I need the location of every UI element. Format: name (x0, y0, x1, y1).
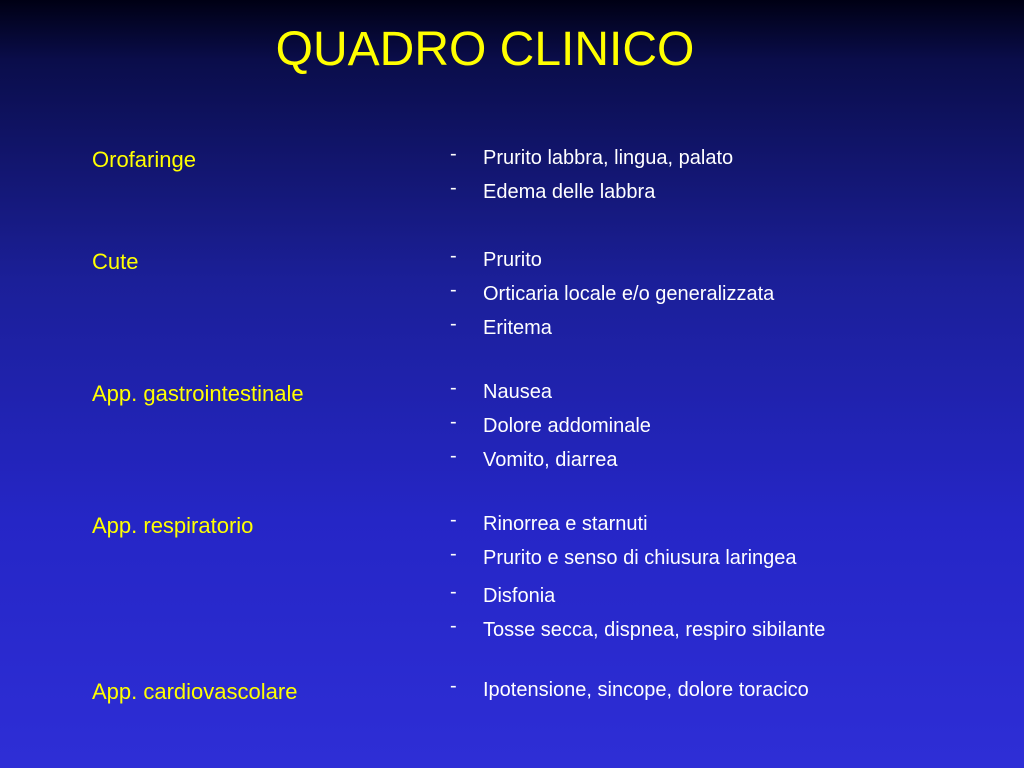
bullet-dash: - (450, 675, 457, 697)
item-text: Prurito e senso di chiusura laringea (483, 547, 797, 569)
bullet-dash: - (450, 377, 457, 399)
item-text: Tosse secca, dispnea, respiro sibilante (483, 619, 826, 641)
item-text: Eritema (483, 317, 552, 339)
slide-title: QUADRO CLINICO (275, 23, 695, 76)
section-heading: Orofaringe (92, 147, 196, 172)
bullet-dash: - (450, 615, 457, 637)
section-heading: App. respiratorio (92, 513, 254, 538)
item-text: Vomito, diarrea (483, 449, 618, 471)
item-text: Ipotensione, sincope, dolore toracico (483, 679, 809, 701)
bullet-dash: - (450, 143, 457, 165)
bullet-dash: - (450, 543, 457, 565)
section-heading: App. gastrointestinale (92, 381, 304, 406)
bullet-dash: - (450, 245, 457, 267)
bullet-dash: - (450, 411, 457, 433)
item-text: Prurito (483, 249, 542, 271)
section-heading: App. cardiovascolare (92, 679, 298, 704)
item-text: Dolore addominale (483, 415, 651, 437)
item-text: Orticaria locale e/o generalizzata (483, 283, 775, 305)
item-text: Prurito labbra, lingua, palato (483, 147, 734, 169)
bullet-dash: - (450, 581, 457, 603)
item-text: Edema delle labbra (483, 181, 656, 203)
item-text: Disfonia (483, 585, 556, 607)
item-text: Rinorrea e starnuti (483, 513, 648, 535)
bullet-dash: - (450, 177, 457, 199)
section-heading: Cute (92, 249, 139, 274)
bullet-dash: - (450, 313, 457, 335)
item-text: Nausea (483, 381, 552, 403)
bullet-dash: - (450, 279, 457, 301)
bullet-dash: - (450, 445, 457, 467)
bullet-dash: - (450, 509, 457, 531)
